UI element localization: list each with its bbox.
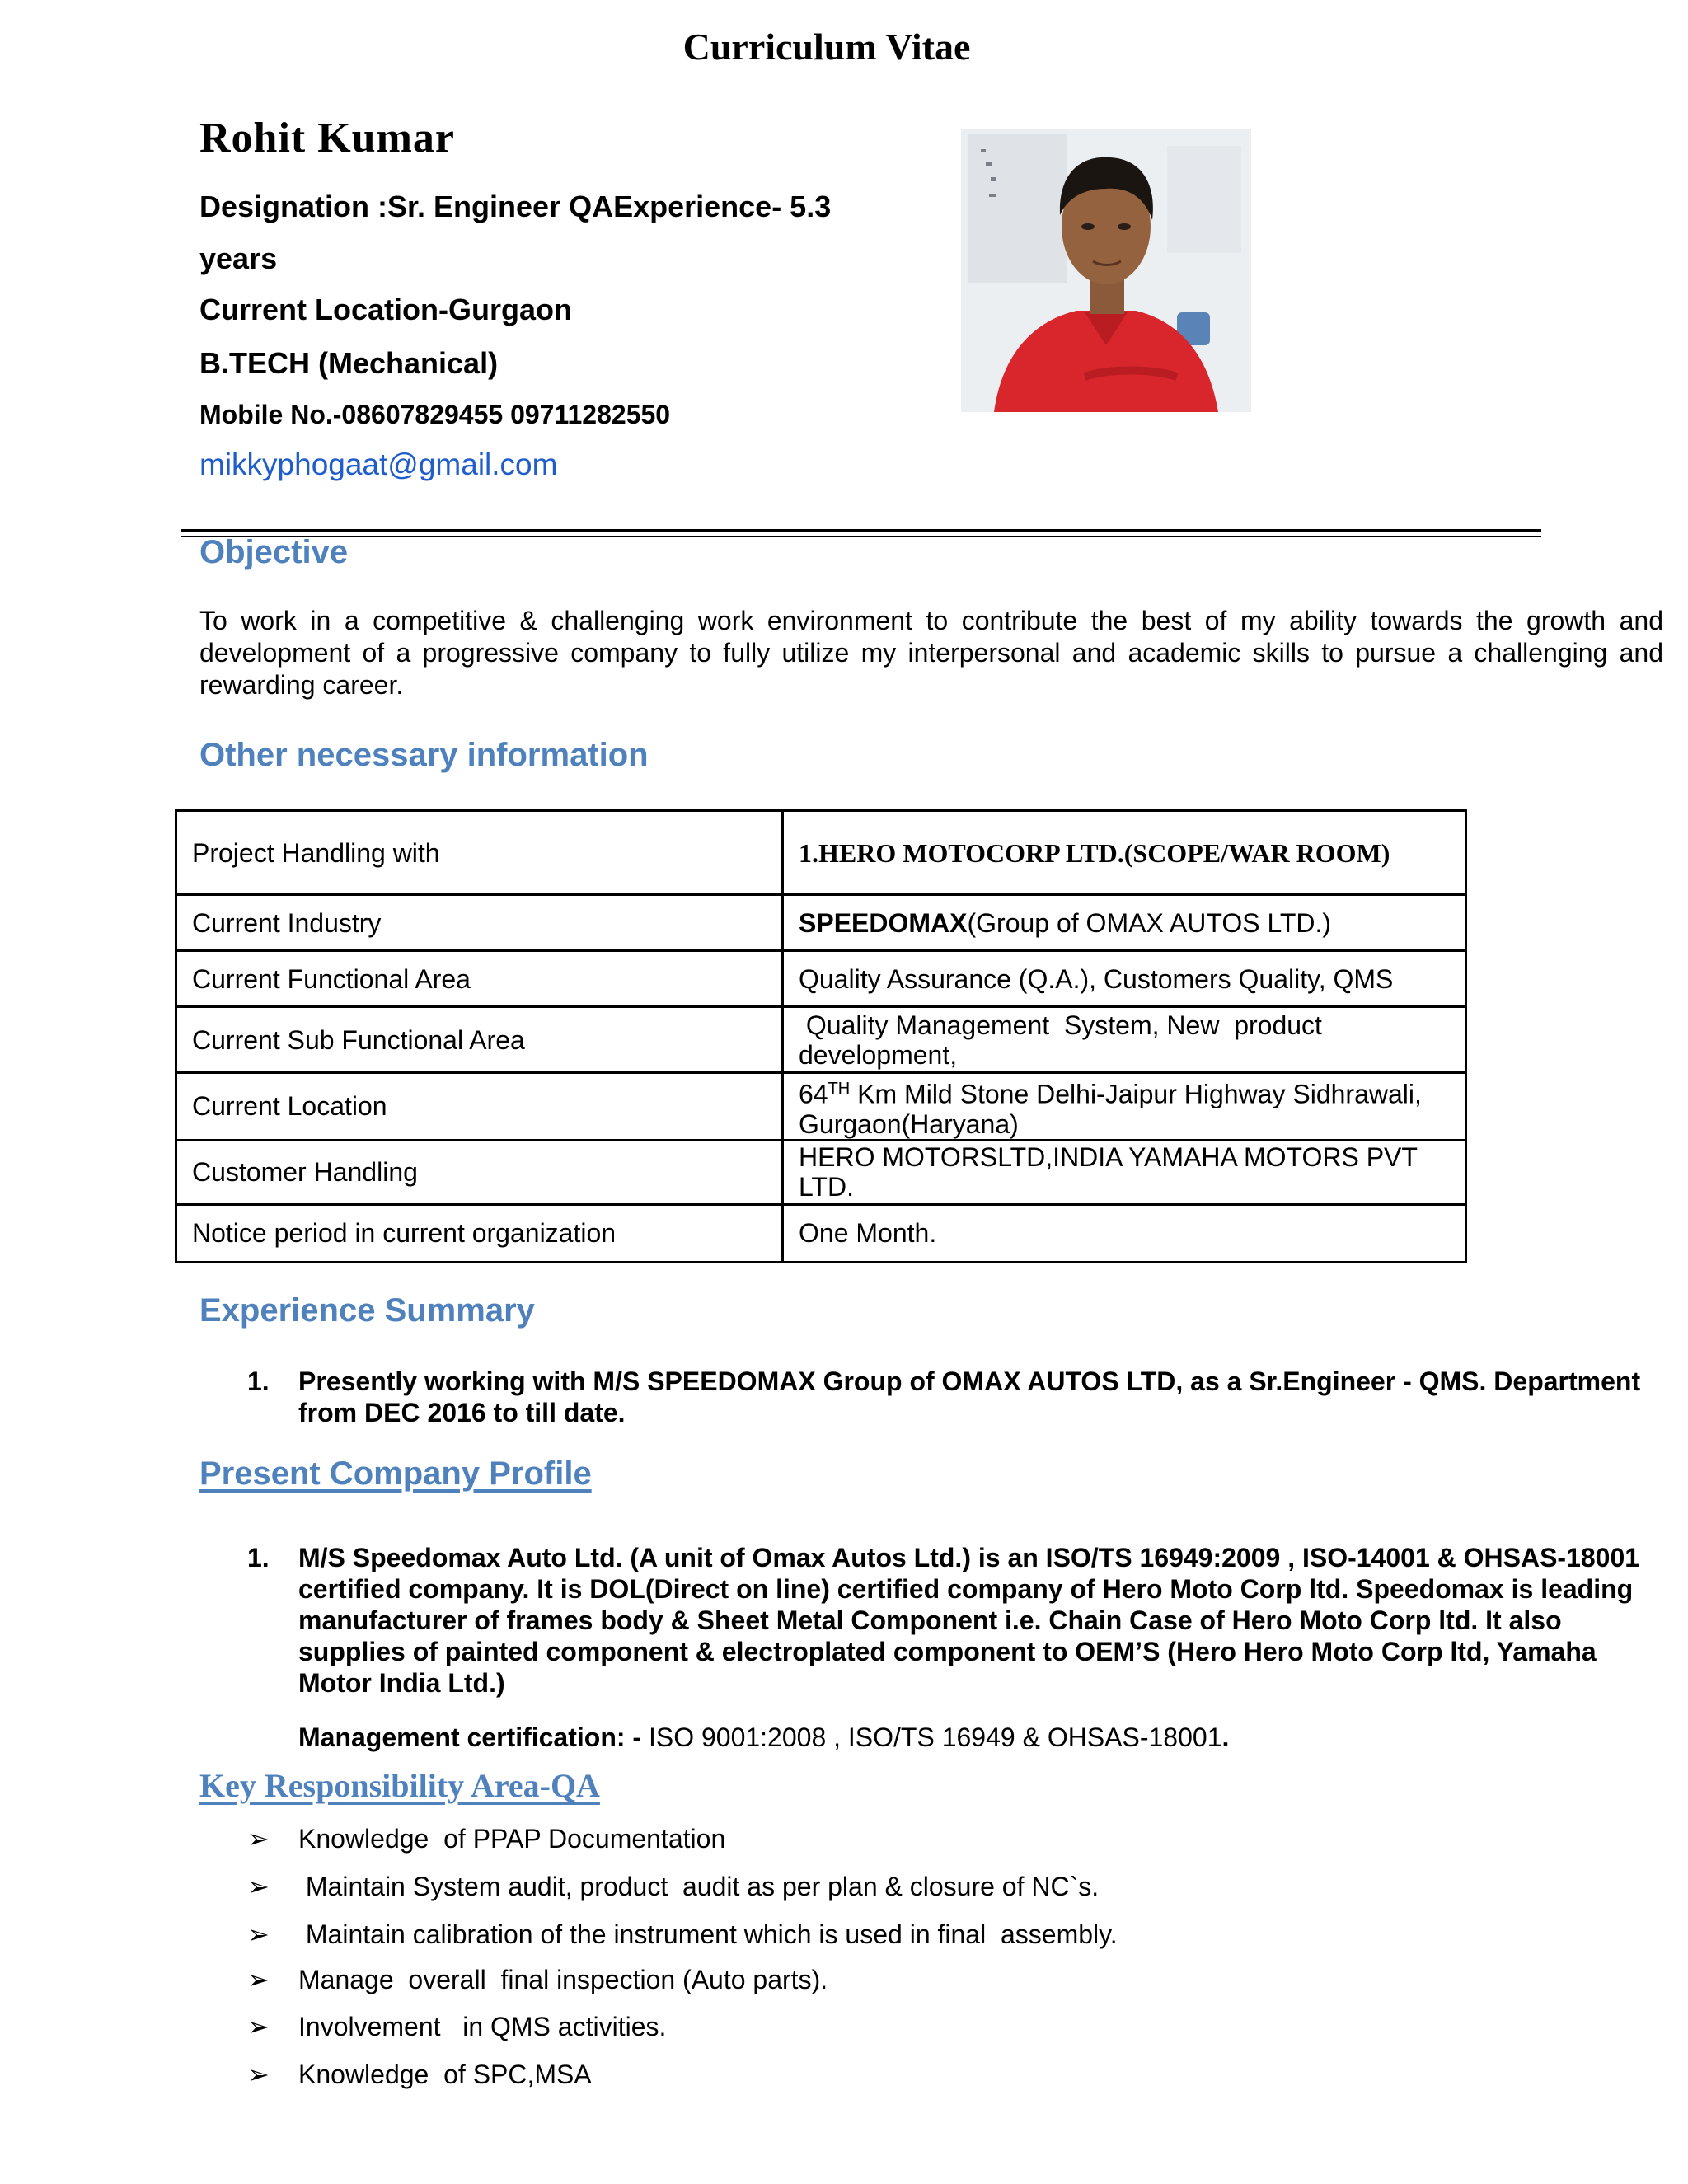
location-km: 64 [799,1079,828,1109]
list-item [247,1919,1118,1950]
arrow-bullet-icon: ➢ [247,1824,270,1854]
list-item [247,1366,1665,1428]
table-cell-value: Quality Management System, New product development, [783,1007,1466,1073]
table-cell-value [783,895,1466,951]
divider-rule [181,529,1541,532]
arrow-bullet-icon: ➢ [247,2060,270,2089]
arrow-bullet-icon: ➢ [247,1965,270,1994]
table-cell-label: Current Location [176,1073,783,1141]
location-km-sup: TH [828,1080,851,1098]
table-cell-label: Current Sub Functional Area [176,1007,783,1073]
mgmt-value: ISO 9001:2008 , ISO/TS 16949 & OHSAS-18001 [648,1722,1222,1752]
arrow-bullet-icon: ➢ [247,2012,270,2041]
table-row [176,1007,1466,1073]
list-item-text: Knowledge of SPC,MSA [298,2060,592,2089]
section-heading-objective: Objective [199,534,349,570]
current-location: Current Location-Gurgaon [199,293,572,326]
list-item-text: Manage overall final inspection (Auto parts). [298,1965,828,1994]
designation-line-cont: years [199,241,278,275]
divider-rule [181,536,1541,537]
list-item [247,1542,1665,1699]
mgmt-end: . [1221,1722,1230,1752]
degree: B.TECH (Mechanical) [199,346,499,380]
table-row [176,811,1466,895]
list-item [247,2059,592,2090]
table-cell-label: Current Functional Area [176,951,783,1007]
table-cell-label: Project Handling with [176,811,783,895]
table-cell-value: One Month. [783,1204,1466,1262]
list-number: 1. [247,1366,270,1396]
table-row [176,1140,1466,1204]
list-item [247,1871,1099,1902]
table-cell-label: Notice period in current organization [176,1204,783,1262]
industry-name: SPEEDOMAX [799,907,968,938]
table-cell-value [783,1073,1466,1141]
list-item-text: M/S Speedomax Auto Ltd. (A unit of Omax Autos Ltd.) is an ISO/TS 16949:2009 , ISO-14001 & OHSAS-18001 certified company. It is DOL(Direct on line) certified company of Hero Moto Corp ltd. Speedomax is leading manufacturer of frames body & Sheet Metal Component i.e. Chain Case of Hero Moto Corp ltd. It also supplies of painted component & electroplated component to OEM’S (Hero Hero Moto Corp ltd, Yamaha Motor India Ltd.) [298,1543,1640,1698]
table-cell-value: 1.HERO MOTOCORP LTD.(SCOPE/WAR ROOM) [783,811,1466,895]
list-number: 1. [247,1543,270,1572]
table-cell-label: Customer Handling [176,1140,783,1204]
mgmt-label: Management certification: - [298,1722,649,1752]
table-row [176,1073,1466,1141]
list-item [247,1823,725,1854]
table-row [176,895,1466,951]
management-certification [298,1722,1229,1753]
location-address: Km Mild Stone Delhi-Jaipur Highway Sidhrawali, Gurgaon(Haryana) [799,1079,1422,1139]
table-cell-value: HERO MOTORSLTD,INDIA YAMAHA MOTORS PVT LTD. [783,1140,1466,1204]
list-item-text: Knowledge of PPAP Documentation [298,1824,726,1854]
profile-photo [961,129,1251,412]
list-item [247,2011,666,2042]
info-table [175,809,1467,1263]
table-cell-label: Current Industry [176,895,783,951]
section-heading-kra: Key Responsibility Area-QA [199,1767,600,1804]
arrow-bullet-icon: ➢ [247,1919,270,1949]
section-heading-other-info: Other necessary information [199,737,649,773]
table-cell-value: Quality Assurance (Q.A.), Customers Quality, QMS [783,951,1466,1007]
email-link[interactable]: mikkyphogaat@gmail.com [199,448,558,481]
list-item-text: Maintain System audit, product audit as per plan & closure of NC`s. [298,1872,1100,1901]
designation-line: Designation :Sr. Engineer QAExperience- 5.3 [199,190,832,223]
document-title: Curriculum Vitae [682,26,971,68]
section-heading-profile: Present Company Profile [199,1455,592,1492]
list-item-text: Presently working with M/S SPEEDOMAX Group of OMAX AUTOS LTD, as a Sr.Engineer - QMS. Department from DEC 2016 to till date. [298,1366,1641,1427]
arrow-bullet-icon: ➢ [247,1872,270,1901]
candidate-name: Rohit Kumar [199,115,455,162]
list-item [247,1964,828,1995]
table-row [176,951,1466,1007]
industry-group: (Group of OMAX AUTOS LTD.) [967,907,1332,938]
list-item-text: Maintain calibration of the instrument which is used in final assembly. [298,1919,1118,1949]
objective-text: To work in a competitive & challenging work environment to contribute the best of my ability towards the growth and development of a progressive company to fully utilize my interpersonal and academic skills to pursue a challenging and rewarding career. [199,606,1663,700]
mobile-numbers: Mobile No.-08607829455 09711282550 [199,400,671,429]
list-item-text: Involvement in QMS activities. [298,2012,667,2041]
section-heading-experience: Experience Summary [199,1292,535,1329]
table-row [176,1204,1466,1262]
